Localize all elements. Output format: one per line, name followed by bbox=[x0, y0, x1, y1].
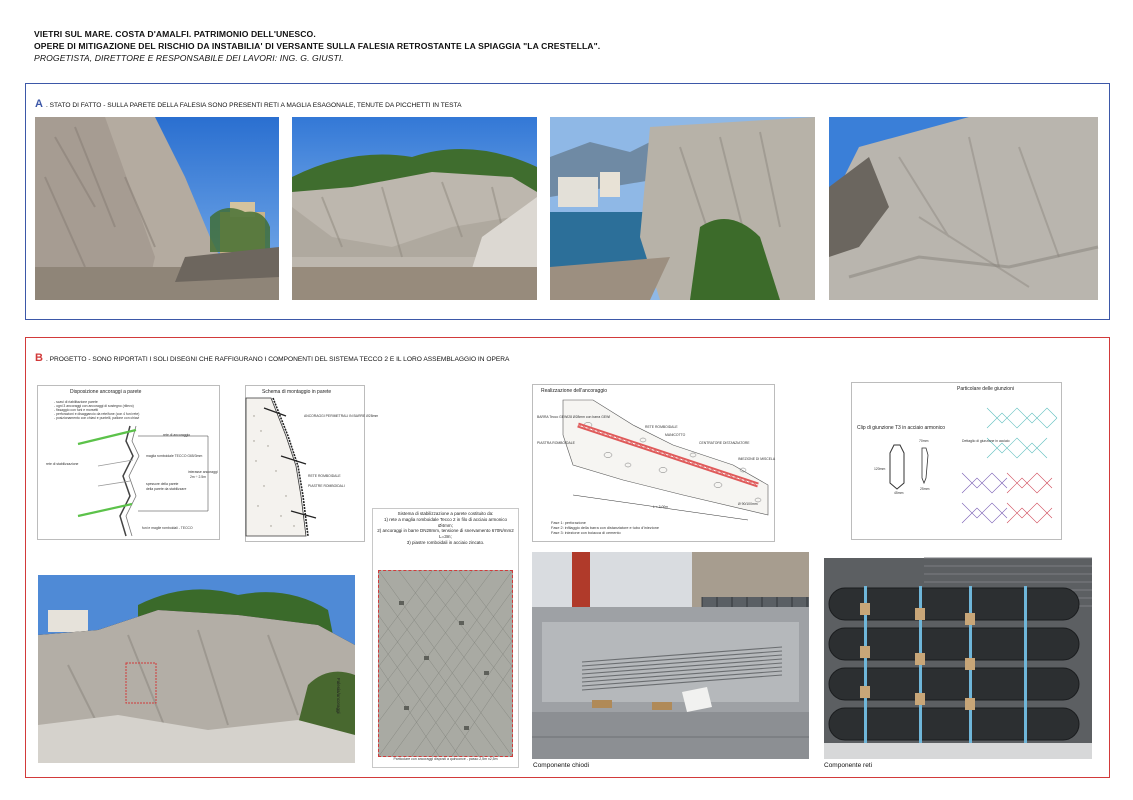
anchor-label-diametro: Ø 90/100mm bbox=[738, 502, 758, 506]
cliff-photo-4 bbox=[829, 117, 1098, 300]
clip-dim-4: 25mm bbox=[920, 487, 930, 491]
stabilization-system-box bbox=[372, 508, 519, 768]
stabilization-system-text bbox=[377, 511, 514, 546]
anchor-phases: Fase 1: perforazione Fase 2: infilaggio della barra con distanziatore e tubo d'iniezione Fase 3: iniezione con boiacca di cemento bbox=[551, 521, 659, 535]
anchor-construction-svg bbox=[533, 385, 774, 541]
document-header bbox=[34, 28, 600, 64]
cliff-vertical-label: Falesia/ancoraggi bbox=[336, 678, 341, 714]
clip-dim-3: 70mm bbox=[919, 439, 929, 443]
wall-label-2: RETE ROMBOIDALE bbox=[308, 474, 341, 478]
label-rete-romboidale: maglia romboidale TECCO G65/3mm bbox=[146, 454, 203, 458]
junction-svg bbox=[852, 383, 1061, 539]
junction-title: Particolare delle giunzioni bbox=[957, 386, 1014, 392]
anchor-label-centratore: CENTRATORE DISTANZIATORE bbox=[699, 441, 750, 445]
clip-dim-2: 45mm bbox=[894, 491, 904, 495]
section-b-letter: B bbox=[35, 352, 43, 364]
section-b-text: . PROGETTO - SONO RIPORTATI I SOLI DISEGNI CHE RAFFIGURANO I COMPONENTI DEL SISTEMA TECCO 2 E IL LORO ASSEMBLAGGIO IN OPERA bbox=[45, 356, 510, 363]
cliff-photo-1 bbox=[35, 117, 279, 300]
junction-detail-drawing bbox=[851, 382, 1062, 540]
label-spessore: spessore della parete bbox=[146, 482, 179, 486]
anchor-layout-title: Disposizione ancoraggi a parete bbox=[70, 389, 142, 395]
wall-label-1: ANCORAGGI PERIMETRALI IN BARRE Ø28mm bbox=[304, 414, 379, 418]
section-a-text: . STATO DI FATTO - SULLA PARETE DELLA FALESIA SONO PRESENTI RETI A MAGLIA ESAGONALE, TENUTE DA PICCHETTI IN TESTA bbox=[45, 102, 462, 109]
header-line-3: PROGETISTA, DIRETTORE E RESPONSABILE DEI LAVORI: ING. G. GIUSTI. bbox=[34, 53, 344, 63]
anchor-label-piastra: PIASTRA ROMBOIDALE bbox=[537, 441, 575, 445]
mesh-rolls-photo bbox=[824, 558, 1092, 759]
system-item-2: 2) ancoraggi in barre DN28mm, tensione di snervamento 670N/mm2 L=3m; bbox=[377, 528, 514, 540]
anchor-label-rete: RETE ROMBOIDALE bbox=[645, 425, 678, 429]
clip-dim-1: 120mm bbox=[874, 467, 886, 471]
section-a-title bbox=[35, 98, 461, 110]
anchor-layout-notes: - scavi di riabilitazione parete - ogni 3 ancoraggi con ancoraggi di sostegno (rilievo) - fissaggio con funi e morsetti - perforazioni e disaggancio da rete/fune (con 4 funi rete) - posizionamento con chiavi e puntelli, pallone con chiavi bbox=[54, 400, 140, 420]
anchor-label-manicotto: MANICOTTO bbox=[665, 433, 686, 437]
anchor-label-barra: BARRA Tecco GEWI28 Ø28mm con barra GEWI bbox=[537, 415, 611, 419]
anchor-construction-title: Realizzazione dell'ancoraggio bbox=[541, 388, 607, 394]
section-b-title bbox=[35, 352, 509, 364]
cliff-photo-2 bbox=[292, 117, 537, 300]
anchor-construction-drawing bbox=[532, 384, 775, 542]
wall-assembly-title: Schema di montaggio in parete bbox=[262, 389, 332, 395]
system-item-3: 3) piastre romboidali in acciaio zincato. bbox=[406, 539, 485, 545]
label-rete-ancoraggio: rete di ancoraggio bbox=[163, 433, 191, 437]
wall-label-3: PIASTRE ROMBOIDALI bbox=[308, 484, 345, 488]
anchor-label-iniezione: INIEZIONE DI MISCELA bbox=[738, 457, 776, 461]
label-interasse-value: 2m ÷ 2.5m bbox=[190, 475, 206, 479]
wall-assembly-svg bbox=[246, 386, 364, 541]
label-funi: funi e maglie romboidali - TECCO bbox=[142, 526, 193, 530]
system-caption: Particolare con ancoraggi disposti a quinconce - passo 2,5m x2,5m bbox=[393, 757, 498, 761]
anchor-layout-drawing bbox=[37, 385, 220, 540]
system-heading: Sistema di stabilizzazione a parete costituito da: bbox=[397, 511, 494, 516]
clip-label: Clip di giunzione T3 in acciaio armonico bbox=[857, 425, 946, 431]
mesh-detail-photo bbox=[378, 570, 513, 757]
label-spessore-detail: della parete da stabilizzare bbox=[146, 487, 187, 491]
wall-assembly-drawing bbox=[245, 385, 379, 542]
system-item-1: 1) rete a maglia romboidale Tecco 2 in filo di acciaio armonico Ø4mm; bbox=[384, 516, 507, 528]
header-line-2: OPERE DI MITIGAZIONE DEL RISCHIO DA INSTABILIA' DI VERSANTE SULLA FALESIA RETROSTANTE LA SPIAGGIA "LA CRESTELLA". bbox=[34, 41, 601, 51]
anchor-bars-truck-photo bbox=[532, 552, 809, 759]
section-a-letter: A bbox=[35, 98, 43, 110]
anchor-label-lunghezza: L = 3,00m bbox=[653, 505, 669, 509]
label-interasse: interasse ancoraggi bbox=[188, 470, 218, 474]
label-rete-stabilizzazione: rete di stabilizzazione bbox=[46, 462, 79, 466]
junction-detail-label: Dettaglio di giunzione in acciaio bbox=[962, 439, 1010, 443]
header-line-1: VIETRI SUL MARE. COSTA D'AMALFI. PATRIMONIO DELL'UNESCO. bbox=[34, 29, 316, 39]
caption-chiodi: Componente chiodi bbox=[533, 762, 590, 769]
cliff-overview-photo bbox=[38, 575, 355, 763]
cliff-photo-3 bbox=[550, 117, 815, 300]
caption-reti: Componente reti bbox=[824, 762, 873, 769]
